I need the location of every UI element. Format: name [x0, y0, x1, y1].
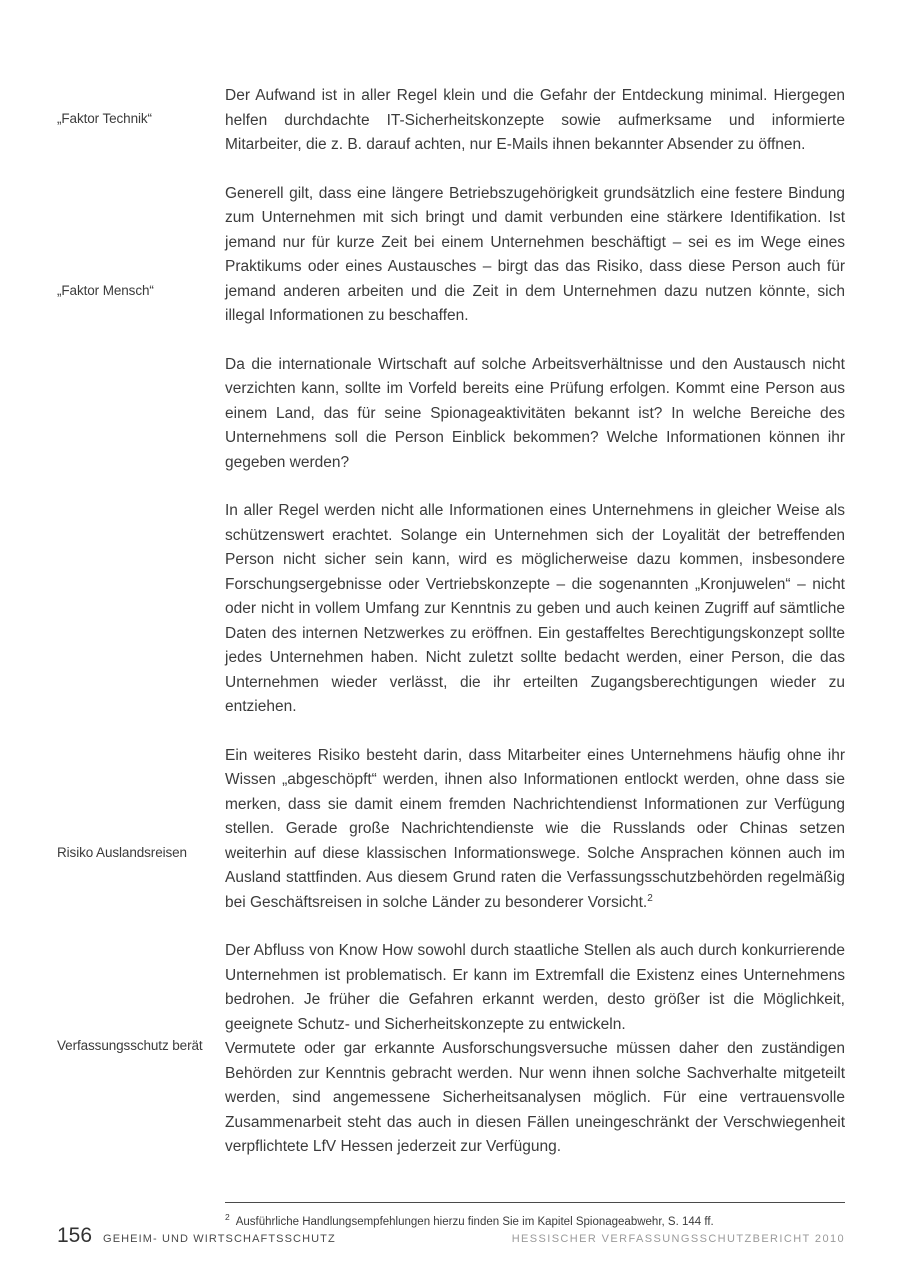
paragraph-faktor-mensch: Generell gilt, dass eine längere Betriebszugehörigkeit grundsätzlich eine festere Bindung zum Unternehmen mit sich bringt und damit verbunden eine stärkere Identifikation. Ist jemand nur für kurze Zeit bei einem Unternehmen beschäftigt – sei es im Wege eines Praktikums oder eines Austausches – birgt das das Risiko, dass diese Person auch für jemand anderen arbeiten und die Zeit in dem Unternehmen dazu nutzen könnte, sich illegal Informationen zu beschaffen. — [225, 184, 845, 324]
paragraph-row — [57, 1037, 845, 1184]
footnote-marker: 2 — [225, 1211, 230, 1222]
paragraph-text: Ein weiteres Risiko besteht darin, dass Mitarbeiter eines Unternehmens häufig ohne ihr Wissen „abgeschöpft“ werden, ihnen also Informationen entlockt werden, ohne dass sie merken, dass sie damit einem fremden Nachrichtendienst Informationen zur Verfügung stellen. Gerade große Nachrichtendienste wie die Russlands oder Chinas setzen weiterhin auf diese klassischen Informationswege. Solche Ansprachen können auch im Ausland stattfinden. Aus diesem Grund raten die Verfassungsschutzbehörden regelmäßig bei Geschäftsreisen in solche Länder zu besonderer Vorsicht. — [225, 746, 845, 911]
paragraph-verfassungsschutz-beraet: Vermutete oder gar erkannte Ausforschungsversuche müssen daher den zuständigen Behörden zur Kenntnis gebracht werden. Nur wenn ihnen solche Sachverhalte mitgeteilt werden, sind angemessene Sicherheitsanalysen möglich. Für eine vertrauensvolle Zusammenarbeit steht das auch in diesen Fällen uneingeschränkt der Verschwiegenheit verpflichtete LfV Hessen jederzeit zur Verfügung. — [225, 1040, 845, 1155]
paragraph-know-how: Der Abfluss von Know How sowohl durch staatliche Stellen als auch durch konkurrierende Unternehmen ist problematisch. Er kann im Extremfall die Existenz eines Unternehmens bedrohen. Je früher die Gefahren erkannt werden, desto größer ist die Möglichkeit, geeignete Schutz- und Sicherheitskonzepte zu entwickeln. — [225, 942, 845, 1033]
paragraph-row — [57, 939, 845, 1037]
paragraph-row — [57, 84, 845, 182]
footer-section-title: GEHEIM- UND WIRTSCHAFTSSCHUTZ — [103, 1233, 336, 1245]
paragraph-row — [57, 744, 845, 940]
footnote-reference: 2 — [647, 892, 653, 904]
margin-label-faktor-technik: „Faktor Technik“ — [57, 111, 152, 126]
margin-label-risiko-auslandsreisen: Risiko Auslandsreisen — [57, 844, 187, 860]
paragraph-risiko-auslandsreisen — [225, 744, 845, 916]
paragraph-row — [57, 499, 845, 744]
margin-label-faktor-mensch: „Faktor Mensch“ — [57, 282, 154, 298]
footnote-text: Ausführliche Handlungsempfehlungen hierzu finden Sie im Kapitel Spionageabwehr, S. 144 ff. — [235, 1215, 714, 1228]
footer-left — [57, 1224, 336, 1248]
paragraph-row — [57, 353, 845, 500]
paragraph-faktor-technik: Der Aufwand ist in aller Regel klein und die Gefahr der Entdeckung minimal. Hiergegen helfen durchdachte IT-Sicherheitskonzepte sowie aufmerksame und informierte Mitarbeiter, die z. B. darauf achten, nur E-Mails ihnen bekannter Absender zu öffnen. — [225, 87, 845, 153]
paragraph-kronjuwelen: In aller Regel werden nicht alle Informationen eines Unternehmens in gleicher Weise als schützenswert erachtet. Solange ein Unternehmen sich der Loyalität der betreffenden Person nicht sicher sein kann, wird es möglicherweise dazu kommen, insbesondere Forschungsergebnisse oder Vertriebskonzepte – die sogenannten „Kronjuwelen“ – nicht oder nicht in vollem Umfang zur Kenntnis zu geben und auch keinen Zugriff auf sämtliche Daten des internen Netzwerkes zu eröffnen. Ein gestaffeltes Berechtigungskonzept sollte jedes Unternehmen haben. Nicht zuletzt sollte bedacht werden, einer Person, die das Unternehmen wieder verlässt, die ihr erteilten Zugangsberechtigungen wieder zu entziehen. — [225, 502, 845, 715]
paragraph-row — [57, 182, 845, 353]
page-footer — [57, 1224, 845, 1248]
page-number: 156 — [57, 1224, 93, 1247]
paragraph-pruefung: Da die internationale Wirtschaft auf solche Arbeitsverhältnisse und den Austausch nicht verzichten kann, sollte im Vorfeld bereits eine Prüfung erfolgen. Kommt eine Person aus einem Land, das für seine Spionageaktivitäten bekannt ist? In welche Bereiche des Unternehmens soll die Person Einblick bekommen? Welche Informationen können ihr gegeben werden? — [225, 355, 845, 471]
footer-report-title: HESSISCHER VERFASSUNGSSCHUTZBERICHT 2010 — [511, 1233, 845, 1245]
margin-label-verfassungsschutz-beraet: Verfassungsschutz berät — [57, 1038, 203, 1053]
